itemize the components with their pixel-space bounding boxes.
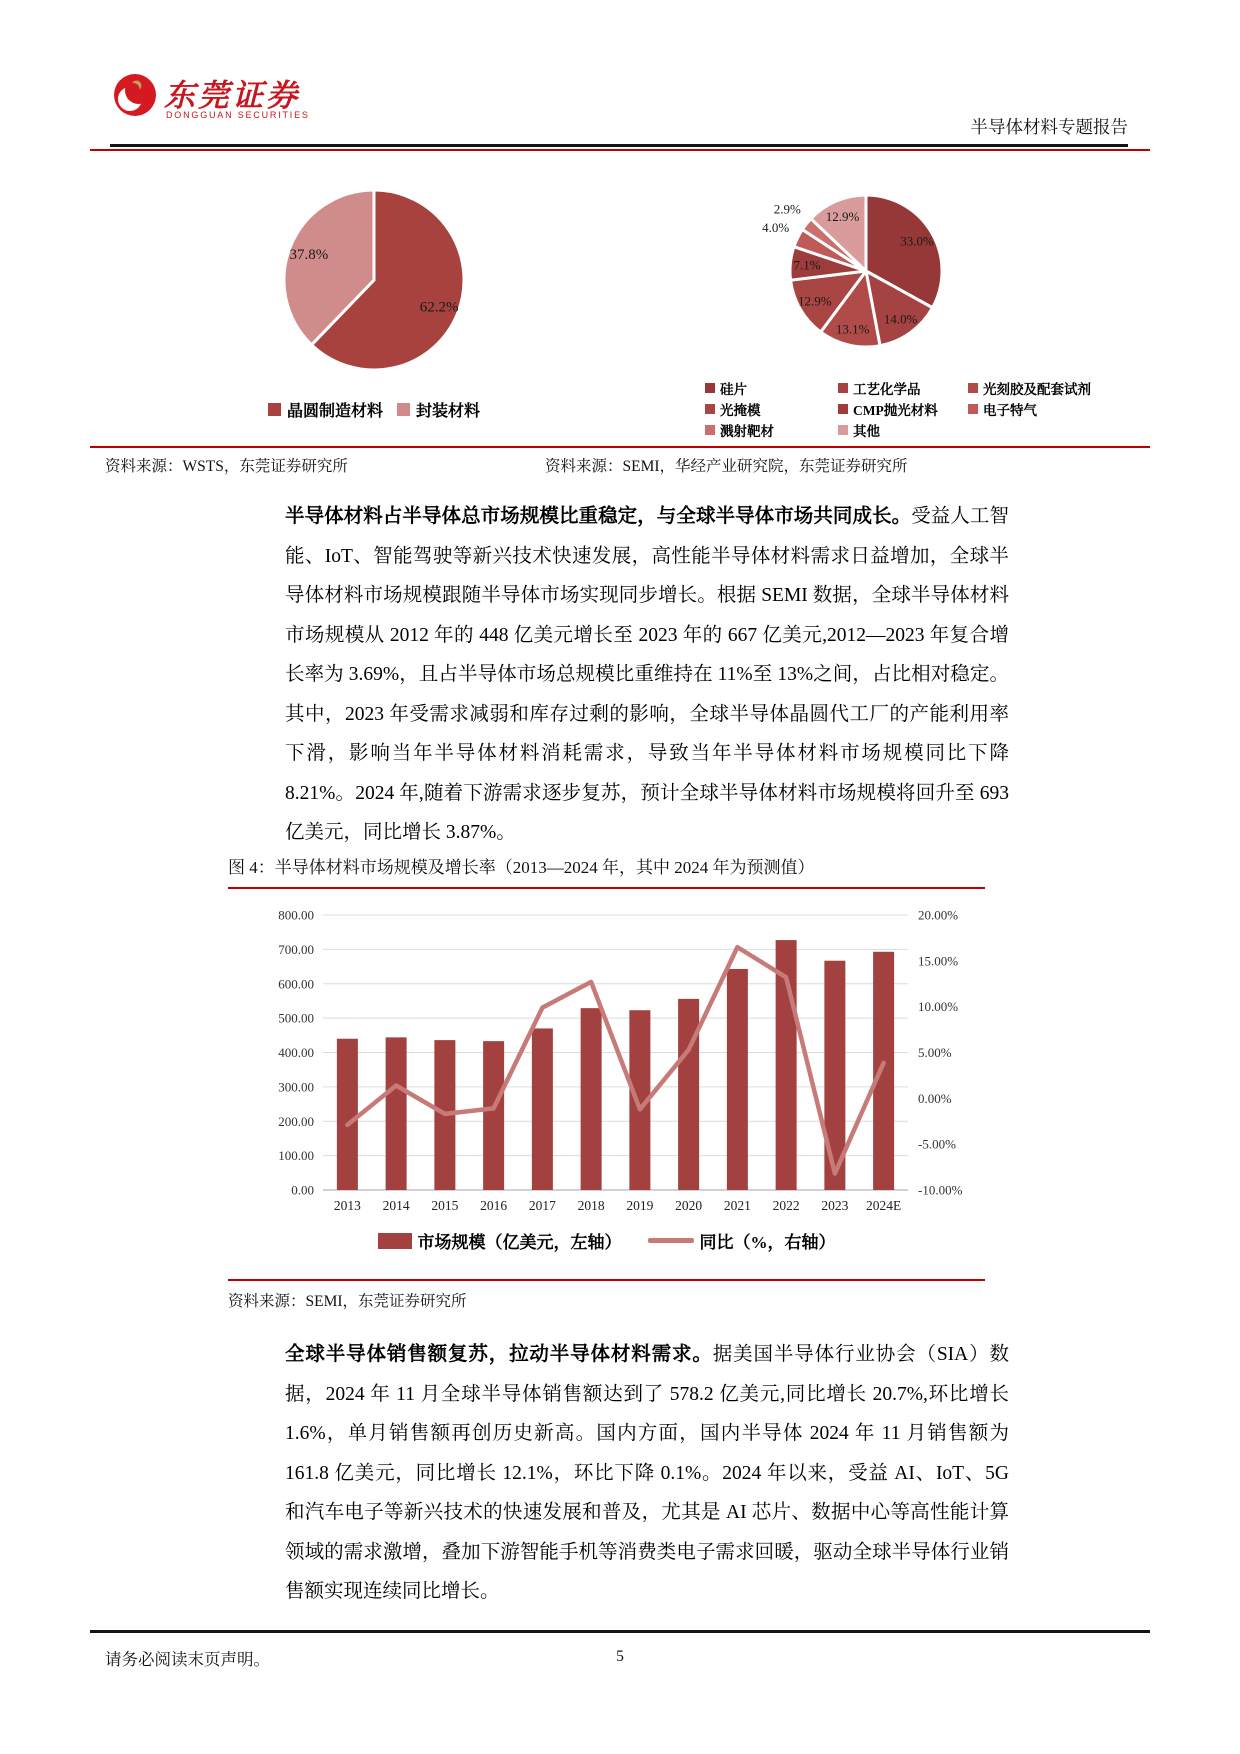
- bar-market-size: [386, 1037, 407, 1190]
- bar-market-size: [581, 1008, 602, 1190]
- pie-data-label: 4.0%: [762, 219, 790, 235]
- pie-data-label: 7.1%: [793, 257, 821, 273]
- pie-chart-wafer-materials-structure: [736, 155, 1016, 395]
- legend-label: 光刻胶及配套试剂: [983, 382, 1091, 397]
- right-axis-tick-label: 15.00%: [918, 953, 959, 969]
- legend-swatch: [838, 383, 848, 393]
- legend-item: [838, 378, 921, 398]
- legend-item: [705, 399, 761, 419]
- legend-item: [648, 1228, 836, 1253]
- legend-item: [378, 1228, 622, 1253]
- pie1-legend: [224, 398, 524, 421]
- pie-data-label: 14.0%: [883, 311, 918, 327]
- logo-mark-icon: [112, 72, 158, 118]
- report-title: 半导体材料专题报告: [970, 117, 1128, 137]
- footer-divider: [90, 1630, 1150, 1633]
- left-axis-tick-label: 300.00: [278, 1079, 314, 1095]
- x-tick-label: 2020: [675, 1198, 703, 1213]
- logo-subtitle: DONGGUAN SECURITIES: [166, 110, 310, 120]
- right-axis-tick-label: 10.00%: [918, 999, 959, 1015]
- header-divider-black: [110, 144, 1128, 147]
- x-tick-label: 2019: [626, 1198, 654, 1213]
- pie-data-label: 13.1%: [835, 321, 870, 337]
- right-axis-tick-label: 0.00%: [918, 1090, 952, 1106]
- legend-line-swatch: [648, 1238, 694, 1243]
- source-note-figure4: 资料来源：SEMI，东莞证券研究所: [228, 1293, 467, 1310]
- legend-label: 市场规模（亿美元，左轴）: [417, 1233, 622, 1252]
- legend-label: 硅片: [720, 382, 747, 397]
- bar-market-size: [678, 999, 699, 1190]
- legend-swatch: [705, 383, 715, 393]
- header-divider-red: [90, 149, 1150, 151]
- x-tick-label: 2016: [480, 1198, 508, 1213]
- figure4-bottom-rule: [228, 1279, 985, 1281]
- bar-market-size: [337, 1039, 358, 1190]
- legend-item: [705, 378, 747, 398]
- bar-market-size: [873, 952, 894, 1190]
- left-axis-tick-label: 0.00: [291, 1182, 314, 1198]
- right-axis-tick-label: 5.00%: [918, 1045, 952, 1060]
- legend-label: 工艺化学品: [853, 382, 921, 397]
- x-tick-label: 2013: [333, 1198, 361, 1213]
- page-number: 5: [616, 1648, 624, 1665]
- left-axis-tick-label: 100.00: [278, 1148, 314, 1164]
- figure4-legend: [228, 1228, 985, 1253]
- right-axis-tick-label: 20.00%: [918, 907, 959, 923]
- paragraph-market-size: [285, 497, 1009, 853]
- legend-swatch: [705, 404, 715, 414]
- legend-item: [838, 420, 880, 440]
- pie-chart-materials-structure: [254, 160, 494, 400]
- legend-swatch: [397, 403, 410, 416]
- left-axis-tick-label: 600.00: [278, 976, 314, 992]
- left-axis-tick-label: 500.00: [278, 1010, 314, 1026]
- left-axis-tick-label: 700.00: [278, 941, 314, 957]
- legend-item: [268, 398, 383, 421]
- left-axis-tick-label: 200.00: [278, 1113, 314, 1129]
- legend-label: 电子特气: [983, 403, 1037, 418]
- pie-data-label: 12.9%: [798, 293, 832, 309]
- paragraph-lead: 全球半导体销售额复苏，拉动半导体材料需求。: [285, 1344, 713, 1365]
- x-tick-label: 2023: [821, 1198, 849, 1213]
- logo-title: 东莞证券: [164, 78, 300, 113]
- legend-swatch: [838, 404, 848, 414]
- combo-chart-market-size-growth: [228, 898, 985, 1224]
- x-tick-label: 2017: [528, 1198, 556, 1213]
- growth-line: [347, 947, 883, 1174]
- paragraph-lead: 半导体材料占半导体总市场规模比重稳定，与全球半导体市场共同成长。: [285, 506, 912, 527]
- legend-label: 晶圆制造材料: [286, 403, 383, 420]
- legend-label: 封装材料: [416, 403, 481, 420]
- legend-label: 其他: [853, 424, 880, 439]
- pie-data-label: 37.8%: [289, 247, 329, 263]
- legend-item: [838, 399, 938, 419]
- legend-label: 同比（%，右轴）: [699, 1233, 836, 1252]
- pie-data-label: 62.2%: [419, 299, 459, 316]
- right-axis-tick-label: -10.00%: [918, 1182, 963, 1198]
- paragraph-semiconductor-sales: [285, 1335, 1009, 1612]
- paragraph-body: 受益人工智能、IoT、智能驾驶等新兴技术快速发展，高性能半导体材料需求日益增加，全球半导体材料市场规模跟随半导体市场实现同步增长。根据 SEMI 数据，全球半导体材料市场规模从 2012 年的 448 亿美元增长至 2023 年的 667 亿美元,2012—2023 年复合增长率为 3.69%，且占半导体市场总规模比重维持在 11%至 13%之间，占比相对稳定。其中，2023 年受需求减弱和库存过剩的影响，全球半导体晶圆代工厂的产能利用率下滑，影响当年半导体材料消耗需求，导致当年半导体材料市场规模同比下降 8.21%。2024 年,随着下游需求逐步复苏，预计全球半导体材料市场规模将回升至 693 亿美元，同比增长 3.87%。: [285, 506, 1009, 843]
- legend-swatch: [268, 403, 281, 416]
- left-axis-tick-label: 800.00: [278, 907, 314, 923]
- pie-data-label: 12.9%: [825, 209, 860, 225]
- source-note-pie2: 资料来源：SEMI，华经产业研究院，东莞证券研究所: [545, 458, 908, 475]
- legend-item: [397, 398, 480, 421]
- footer-disclaimer: 请务必阅读末页声明。: [105, 1650, 270, 1669]
- x-tick-label: 2022: [772, 1198, 800, 1213]
- legend-item: [968, 399, 1037, 419]
- legend-label: CMP抛光材料: [853, 403, 938, 418]
- bar-market-size: [532, 1028, 553, 1190]
- bar-market-size: [483, 1041, 504, 1190]
- x-tick-label: 2024E: [866, 1198, 902, 1213]
- pie2-legend: [690, 378, 1130, 442]
- figure4-caption: 图 4：半导体材料市场规模及增长率（2013—2024 年，其中 2024 年为预测值）: [228, 858, 815, 877]
- figure4-top-rule: [228, 887, 985, 889]
- legend-item: [705, 420, 774, 440]
- legend-swatch: [968, 383, 978, 393]
- x-tick-label: 2014: [382, 1198, 410, 1213]
- legend-swatch: [968, 404, 978, 414]
- left-axis-tick-label: 400.00: [278, 1045, 314, 1060]
- legend-item: [968, 378, 1091, 398]
- bar-market-size: [727, 969, 748, 1190]
- x-tick-label: 2018: [577, 1198, 605, 1213]
- source-note-pie1: 资料来源：WSTS，东莞证券研究所: [105, 458, 348, 475]
- legend-bar-swatch: [378, 1233, 412, 1249]
- paragraph-body: 据美国半导体行业协会（SIA）数据，2024 年 11 月全球半导体销售额达到了 578.2 亿美元,同比增长 20.7%,环比增长 1.6%，单月销售额再创历史新高。国内方面，国内半导体 2024 年 11 月销售额为 161.8 亿美元，同比增长 12.1%，环比下降 0.1%。2024 年以来，受益 AI、IoT、5G 和汽车电子等新兴技术的快速发展和普及，尤其是 AI 芯片、数据中心等高性能计算领域的需求激增，叠加下游智能手机等消费类电子需求回暖，驱动全球半导体行业销售额实现连续同比增长。: [285, 1344, 1009, 1602]
- x-tick-label: 2015: [431, 1198, 459, 1213]
- legend-label: 光掩模: [720, 403, 761, 418]
- legend-swatch: [705, 425, 715, 435]
- x-tick-label: 2021: [723, 1198, 751, 1213]
- legend-label: 溅射靶材: [720, 424, 774, 439]
- pie-data-label: 2.9%: [773, 201, 801, 217]
- right-axis-tick-label: -5.00%: [918, 1136, 956, 1152]
- legend-swatch: [838, 425, 848, 435]
- pies-bottom-rule: [90, 446, 1150, 448]
- pie-data-label: 33.0%: [900, 233, 934, 249]
